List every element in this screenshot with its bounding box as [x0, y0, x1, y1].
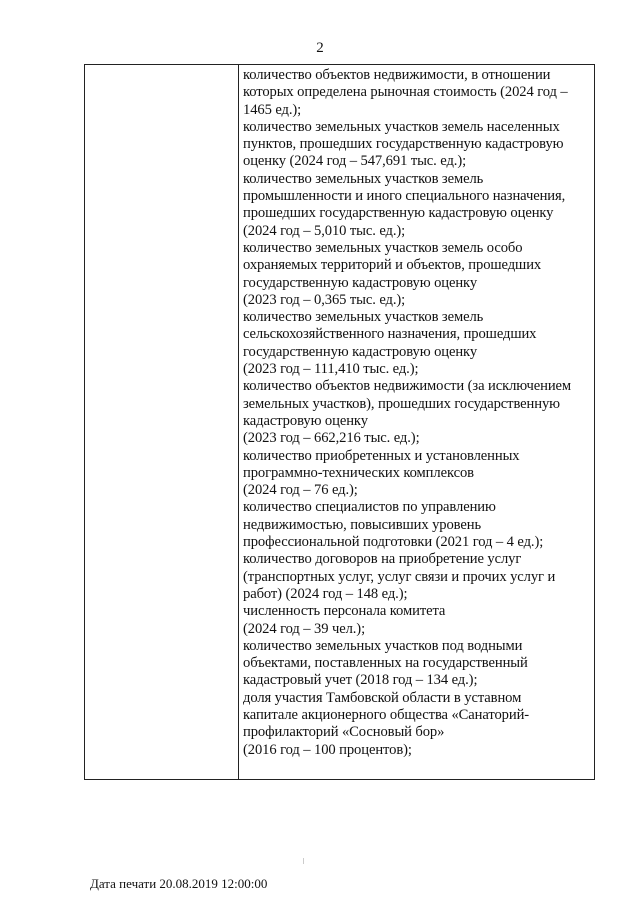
column-divider [238, 65, 239, 779]
text-line: доля участия Тамбовской области в уставном [243, 689, 522, 706]
page-number: 2 [316, 40, 324, 56]
print-date: Дата печати 20.08.2019 12:00:00 [90, 876, 268, 891]
text-line: государственную кадастровую оценку [243, 343, 478, 360]
text-line: (2024 год – 76 ед.); [243, 482, 358, 499]
text-line: количество объектов недвижимости (за исключением [243, 378, 572, 395]
text-line: охраняемых территорий и объектов, прошедших [243, 257, 542, 274]
text-line: промышленности и иного специального назначения, [243, 188, 566, 205]
text-line: (2024 год – 5,010 тыс. ед.); [243, 222, 406, 239]
text-line: профилакторий «Сосновый бор» [243, 724, 445, 741]
text-line: (2023 год – 0,365 тыс. ед.); [243, 291, 406, 308]
indicators-cell [243, 67, 593, 759]
text-line: количество специалистов по управлению [243, 499, 496, 516]
text-line: количество приобретенных и установленных [243, 447, 520, 464]
text-line: количество земельных участков земель населенных [243, 118, 560, 135]
scan-speck [303, 858, 304, 864]
text-line: работ) (2024 год – 148 ед.); [243, 585, 408, 602]
text-line: сельскохозяйственного назначения, прошедших [243, 326, 537, 343]
text-line: (2016 год – 100 процентов); [243, 741, 412, 758]
text-line: пунктов, прошедших государственную кадастровую [243, 136, 564, 153]
text-line: профессиональной подготовки (2021 год – 4 ед.); [243, 534, 544, 551]
text-line: прошедших государственную кадастровую оценку [243, 205, 554, 222]
text-line: (2024 год – 39 чел.); [243, 620, 366, 637]
text-line: количество земельных участков под водными [243, 637, 523, 654]
text-line: кадастровую оценку [243, 412, 368, 429]
text-line: количество земельных участков земель [243, 170, 484, 187]
text-line: количество земельных участков земель [243, 309, 484, 326]
text-line: программно-технических комплексов [243, 464, 474, 481]
text-line: численность персонала комитета [243, 603, 446, 620]
text-line: кадастровый учет (2018 год – 134 ед.); [243, 672, 478, 689]
text-line: государственную кадастровую оценку [243, 274, 478, 291]
text-line: (2023 год – 111,410 тыс. ед.); [243, 361, 419, 378]
text-line: количество договоров на приобретение услуг [243, 551, 522, 568]
text-line: количество объектов недвижимости, в отношении [243, 67, 551, 83]
text-line: 1465 ед.); [243, 101, 302, 118]
indicators-table [84, 64, 595, 780]
text-line: оценку (2024 год – 547,691 тыс. ед.); [243, 153, 467, 170]
text-line: земельных участков), прошедших государственную [243, 395, 560, 412]
text-line: объектами, поставленных на государственный [243, 655, 528, 672]
text-line: которых определена рыночная стоимость (2024 год – [243, 84, 568, 101]
text-line: недвижимостью, повысивших уровень [243, 516, 482, 533]
text-line: капитале акционерного общества «Санаторий- [243, 706, 530, 723]
text-line: (транспортных услуг, услуг связи и прочих услуг и [243, 568, 556, 585]
text-line: количество земельных участков земель особо [243, 239, 523, 256]
text-line: (2023 год – 662,216 тыс. ед.); [243, 430, 420, 447]
